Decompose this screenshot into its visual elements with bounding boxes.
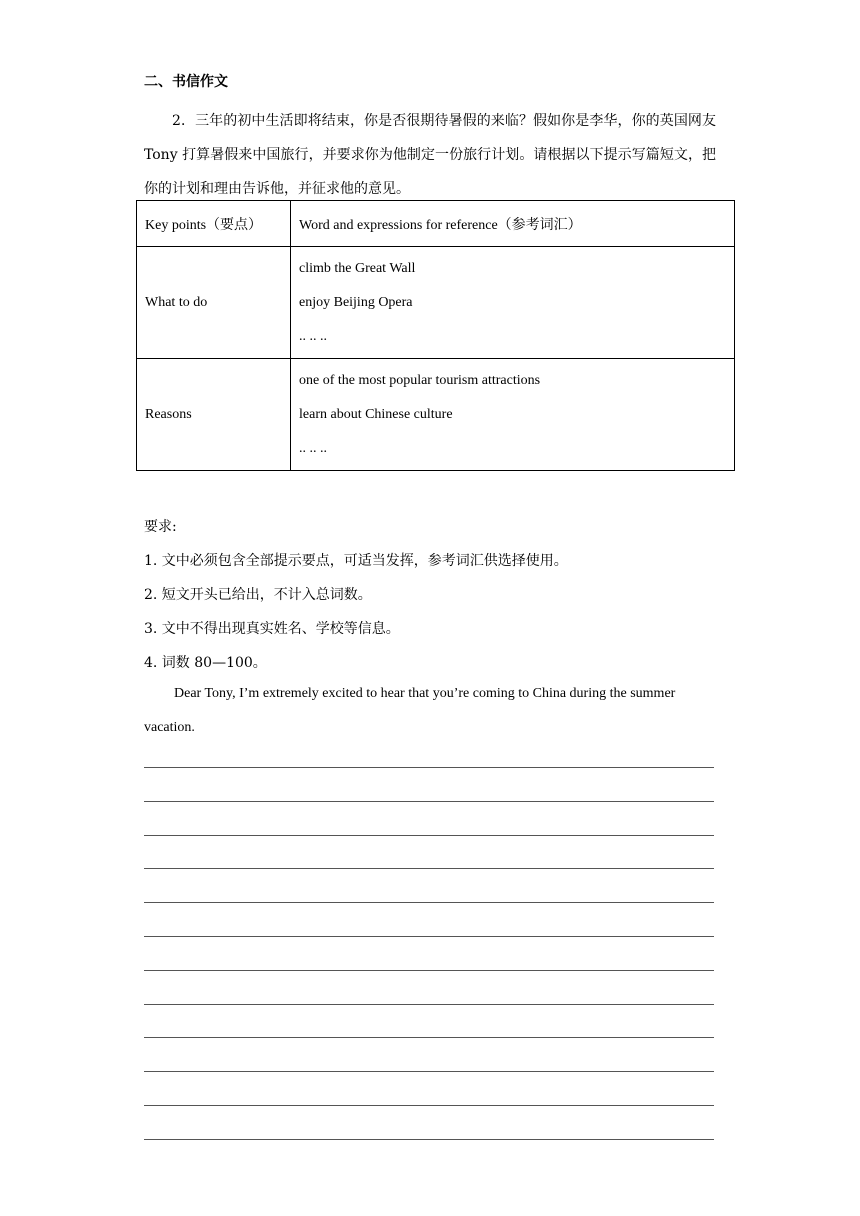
key-point-cell: Reasons: [137, 359, 291, 471]
writing-line[interactable]: [144, 1037, 714, 1071]
question-prompt: 2．三年的初中生活即将结束，你是否很期待暑假的来临？假如你是李华，你的英国网友 Tony 打算暑假来中国旅行，并要求你为他制定一份旅行计划。请根据以下提示写篇短文，把你的计划和理由告诉他，并征求他的意见。: [144, 113, 716, 197]
writing-line[interactable]: [144, 902, 714, 936]
requirement-item: 4. 词数 80—100。: [144, 655, 267, 671]
writing-line[interactable]: [144, 835, 714, 869]
header-key-points: Key points（要点）: [137, 201, 291, 247]
reference-item: .. .. ..: [299, 440, 327, 456]
writing-lines[interactable]: [144, 767, 714, 1173]
header-reference-words: Word and expressions for reference（参考词汇）: [291, 201, 735, 247]
writing-line[interactable]: [144, 868, 714, 902]
letter-opening: Dear Tony, I’m extremely excited to hear that you’re coming to China during the summer vacation.: [144, 686, 676, 735]
writing-line[interactable]: [144, 1105, 714, 1139]
section-title: 二、书信作文: [144, 74, 228, 90]
writing-line[interactable]: [144, 970, 714, 1004]
reference-item: .. .. ..: [299, 328, 327, 344]
writing-line[interactable]: [144, 801, 714, 835]
writing-line[interactable]: [144, 1139, 714, 1173]
reference-item: climb the Great Wall: [299, 260, 416, 276]
key-point-cell: What to do: [137, 247, 291, 359]
writing-line[interactable]: [144, 1071, 714, 1105]
table-row: [137, 359, 735, 471]
table-row: [137, 247, 735, 359]
reference-cell: [291, 247, 735, 359]
reference-item: learn about Chinese culture: [299, 406, 453, 422]
requirement-item: 3. 文中不得出现真实姓名、学校等信息。: [144, 621, 400, 637]
reference-table: [136, 200, 735, 471]
requirements-label: 要求:: [144, 519, 177, 535]
requirements: [144, 510, 568, 680]
reference-item: enjoy Beijing Opera: [299, 294, 413, 310]
writing-line[interactable]: [144, 936, 714, 970]
requirement-item: 2. 短文开头已给出，不计入总词数。: [144, 587, 372, 603]
reference-cell: [291, 359, 735, 471]
writing-line[interactable]: [144, 767, 714, 801]
reference-item: one of the most popular tourism attractions: [299, 372, 541, 388]
writing-line[interactable]: [144, 1004, 714, 1038]
requirement-item: 1. 文中必须包含全部提示要点，可适当发挥，参考词汇供选择使用。: [144, 553, 568, 569]
table-header-row: [137, 201, 735, 247]
